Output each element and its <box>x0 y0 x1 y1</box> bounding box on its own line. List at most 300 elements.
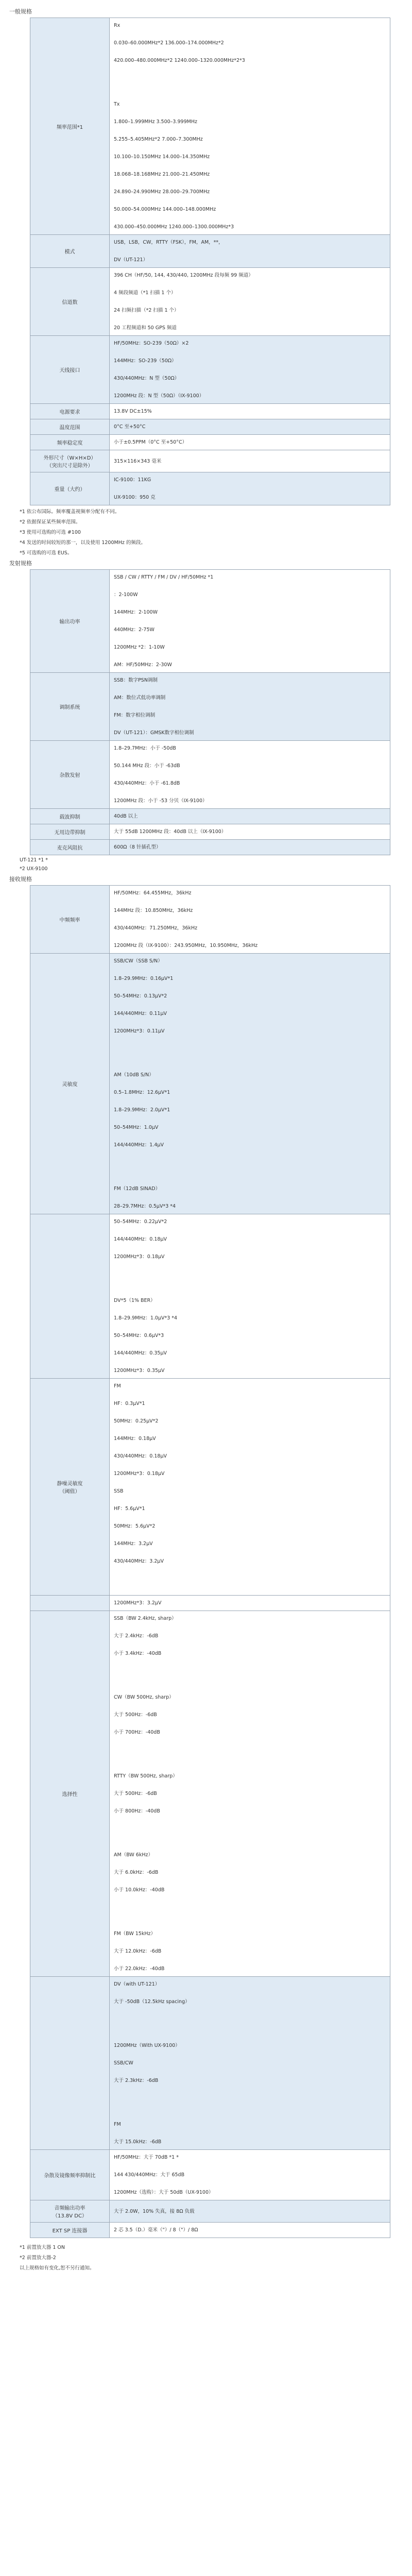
spec-line: 144MHz：0.18μV <box>114 1436 156 1442</box>
spec-line: 28–29.7MHz：0.5μV*3 *4 <box>114 1204 176 1209</box>
spec-line: UX-9100：950 克 <box>114 495 156 500</box>
general-spec-row <box>30 336 390 404</box>
spec-line: 144/440MHz：0.18μV <box>114 1236 167 1242</box>
spec-line <box>114 1244 386 1252</box>
spec-line <box>114 2103 386 2111</box>
spec-line: 315×116×343 毫米 <box>114 458 162 464</box>
spec-line: 大于 2.4kHz：-6dB <box>114 1633 159 1639</box>
spec-line: 50MHz：0.25μV*2 <box>114 1418 159 1424</box>
transmitter-spec-table <box>30 569 390 855</box>
spec-line <box>114 2024 386 2032</box>
spec-line <box>114 1426 386 1434</box>
general-spec-row-value <box>110 336 390 404</box>
spec-line <box>114 1531 386 1539</box>
rx-spec-row <box>30 954 390 1214</box>
spec-line: 50–54MHz：0.6μV*3 <box>114 1333 164 1338</box>
general-spec-row <box>30 419 390 435</box>
spec-line: 1200MHz*3：0.11μV <box>114 1028 165 1034</box>
spec-line: 440MHz：2-75W <box>114 627 154 633</box>
spec-line <box>114 1513 386 1522</box>
rx-spec-row <box>30 1977 390 2150</box>
spec-line <box>114 788 386 796</box>
spec-line <box>114 1193 386 1202</box>
spec-line: 18.068–18.168MHz 21.000–21.450MHz <box>114 172 210 177</box>
spec-line: HF：0.3μV*1 <box>114 1401 145 1406</box>
general-spec-row-value <box>110 268 390 336</box>
spec-line: 50–54MHz：0.22μV*2 <box>114 1219 167 1225</box>
tx-spec-row-label: 载波抑制 <box>30 809 110 824</box>
rx-spec-row <box>30 1214 390 1379</box>
spec-line: 50–54MHz：0.13μV*2 <box>114 993 167 999</box>
spec-line: 1200MHz 段（IX-9100）：243.950MHz，10.950MHz，36kHz <box>114 943 258 948</box>
spec-line: 小于 10.0kHz：-40dB <box>114 1887 165 1893</box>
spec-line <box>114 1443 386 1452</box>
spec-line <box>114 1658 386 1667</box>
spec-line: 大于 -50dB（12.5kHz spacing） <box>114 1999 190 2005</box>
general-spec-row-label: 模式 <box>30 235 110 268</box>
rx-spec-row-label: 音频输出功率 （13.8V DC） <box>30 2200 110 2223</box>
rx-spec-row-value <box>110 1214 390 1379</box>
general-spec-row-label: 信道数 <box>30 268 110 336</box>
spec-line <box>114 348 386 357</box>
spec-line: SSB/CW（SSB S/N） <box>114 958 163 964</box>
general-spec-row-label: 天线接口 <box>30 336 110 404</box>
rx-spec-row-label <box>30 1214 110 1379</box>
spec-line: HF/50MHz：大于 70dB *1 * <box>114 2155 179 2160</box>
spec-line: AM（BW 6kHz） <box>114 1852 153 1858</box>
spec-line: DV（with UT-121） <box>114 1981 160 1987</box>
spec-line: CW（BW 500Hz, sharp） <box>114 1694 174 1700</box>
spec-line: 50.000–54.000MHz 144.000–148.000MHz <box>114 207 216 212</box>
spec-line: IC-9100：11KG <box>114 477 151 483</box>
spec-line: 1200MHz（选购）：大于 50dB（UX-9100） <box>114 2190 214 2195</box>
spec-line <box>114 1675 386 1684</box>
spec-line: Tx <box>114 101 120 107</box>
spec-line: 小于 22.0kHz：-40dB <box>114 1966 165 1972</box>
spec-line: 24 扫频扫描（*2 扫描 1 个） <box>114 308 179 313</box>
rx-spec-row-label: 静噪灵敏度 （阈值） <box>30 1379 110 1596</box>
spec-line <box>114 1763 386 1772</box>
spec-line: 2 芯 3.5（D.）毫米（"）/ 8（"）/ 8Ω <box>114 2227 198 2233</box>
general-spec-row <box>30 235 390 268</box>
spec-line: 1200MHz 段：N 型（50Ω）（IX-9100） <box>114 393 204 399</box>
spec-line: 144MHz：3.2μV <box>114 1541 153 1547</box>
spec-line: 144MHz：SO-239（50Ω） <box>114 358 177 364</box>
spec-line <box>114 1798 386 1807</box>
rx-spec-row <box>30 2223 390 2238</box>
rx-spec-row-label: EXT SP 连接器 <box>30 2223 110 2238</box>
spec-line: 0°C 至+50°C <box>114 424 146 430</box>
spec-line: 430/440MHz：71.250MHz，36kHz <box>114 925 198 931</box>
spec-line <box>114 1053 386 1062</box>
spec-line <box>114 2094 386 2103</box>
spec-line <box>114 599 386 608</box>
footnote: *1 依公布国际。频率覆盖视频率分配有不同。 <box>20 509 120 515</box>
spec-line: 大于 15.0kHz：-6dB <box>114 2139 162 2145</box>
spec-line <box>114 1912 386 1921</box>
spec-line <box>114 1149 386 1158</box>
spec-line: 420.000–480.000MHz*2 1240.000–1320.000MHz*2*3 <box>114 58 245 63</box>
spec-line <box>114 1044 386 1053</box>
spec-line: 430/440MHz：N 型（50Ω） <box>114 376 180 381</box>
spec-line <box>114 1114 386 1123</box>
spec-line: 20 工程频道和 50 GPS 频道 <box>114 325 177 331</box>
general-spec-row-value <box>110 435 390 450</box>
spec-line <box>114 30 386 39</box>
spec-line <box>114 652 386 660</box>
spec-line: 50MHz：5.6μV*2 <box>114 1523 156 1529</box>
rx-spec-row-value <box>110 954 390 1214</box>
spec-line <box>114 1226 386 1235</box>
spec-line <box>114 1684 386 1693</box>
tx-spec-row-label: 麦克风阻抗 <box>30 840 110 855</box>
rx-spec-row-value <box>110 1596 390 1611</box>
spec-line <box>114 365 386 374</box>
spec-line <box>114 702 386 711</box>
section-title-receiver: 接收规格 <box>9 876 32 883</box>
spec-line: AM：数位式低功率调制 <box>114 695 166 701</box>
spec-line: Rx <box>114 23 121 28</box>
general-spec-row-value <box>110 404 390 419</box>
spec-line <box>114 1737 386 1745</box>
general-spec-row <box>30 435 390 450</box>
spec-line: DV（UT-121）：GMSK数字相位调制 <box>114 730 194 736</box>
spec-line <box>114 1279 386 1287</box>
spec-line <box>114 1719 386 1728</box>
spec-line: 144MHz：2-100W <box>114 609 158 615</box>
spec-line: 430/440MHz：3.2μV <box>114 1558 164 1564</box>
spec-line <box>114 1097 386 1106</box>
spec-line: 1200MHz*3：0.35μV <box>114 1368 165 1374</box>
spec-line: 小于±0.5PPM（0°C 至+50°C） <box>114 439 187 445</box>
spec-line: 大于 500Hz：-6dB <box>114 1712 157 1718</box>
footnote: *2 前置放大器-2 <box>20 2255 56 2261</box>
spec-line: SSB <box>114 1488 124 1494</box>
spec-line: FM <box>114 1383 121 1389</box>
general-spec-row <box>30 18 390 235</box>
general-spec-row-label: 频率稳定度 <box>30 435 110 450</box>
spec-line: SSB / CW / RTTY / FM / DV / HF/50MHz *1 <box>114 574 214 580</box>
tx-spec-row-value <box>110 570 390 673</box>
spec-line: FM（BW 15kHz） <box>114 1931 156 1937</box>
general-spec-row <box>30 268 390 336</box>
rx-spec-row <box>30 2150 390 2200</box>
spec-line: 430.000–450.000MHz 1240.000–1300.000MHz*3 <box>114 224 234 230</box>
tx-spec-row-value <box>110 840 390 855</box>
spec-line <box>114 582 386 590</box>
spec-line <box>114 965 386 974</box>
spec-line <box>114 161 386 170</box>
spec-line <box>114 1001 386 1009</box>
rx-spec-row <box>30 1379 390 1596</box>
spec-line: HF：5.6μV*1 <box>114 1506 145 1512</box>
spec-line <box>114 1574 386 1583</box>
spec-line <box>114 1461 386 1469</box>
tx-spec-row-label: 无用边带抑制 <box>30 824 110 840</box>
rx-spec-row-label <box>30 1977 110 2150</box>
spec-line <box>114 126 386 135</box>
general-spec-row-value <box>110 18 390 235</box>
spec-line: FM（12dB SINAD） <box>114 1186 161 1192</box>
rx-spec-row <box>30 2200 390 2223</box>
spec-line: 1200MHz *2：1-10W <box>114 645 165 650</box>
general-spec-row-label: 外形尺寸（W×H×D） （突出尺寸是除外） <box>30 450 110 472</box>
general-spec-row-label: 频率范围*1 <box>30 18 110 235</box>
spec-line <box>114 2006 386 2015</box>
spec-line: 144/440MHz：0.35μV <box>114 1350 167 1356</box>
spec-line: 1200MHz*3：3.2μV <box>114 1600 162 1606</box>
rx-spec-row <box>30 1596 390 1611</box>
footnote: *2 UX-9100 <box>20 866 48 872</box>
spec-line <box>114 383 386 392</box>
spec-line <box>114 1877 386 1886</box>
rx-spec-row-label <box>30 1596 110 1611</box>
spec-line <box>114 1132 386 1141</box>
spec-line: 10.100–10.150MHz 14.000–14.350MHz <box>114 154 210 160</box>
tx-spec-row <box>30 824 390 840</box>
spec-line: HF/50MHz：64.455MHz，36kHz <box>114 890 192 896</box>
spec-line <box>114 685 386 693</box>
footnote: 以上规格如有变化,恕不另行通知。 <box>20 2265 95 2271</box>
spec-line <box>114 1938 386 1947</box>
spec-line: ：2-100W <box>114 592 138 598</box>
spec-line: 1.8–29.7MHz：小于 -50dB <box>114 745 176 751</box>
spec-line: DV*5（1% BER） <box>114 1298 156 1303</box>
spec-line: 1200MHz*3：0.18μV <box>114 1471 165 1477</box>
spec-line <box>114 179 386 188</box>
spec-line <box>114 1921 386 1929</box>
spec-line <box>114 47 386 56</box>
spec-line <box>114 1496 386 1504</box>
rx-spec-row-value <box>110 886 390 954</box>
spec-line <box>114 1894 386 1903</box>
spec-line <box>114 1176 386 1184</box>
spec-line: 1200MHz（With UX-9100） <box>114 2043 180 2048</box>
spec-line: SSB/CW <box>114 2060 133 2066</box>
tx-spec-row <box>30 673 390 741</box>
tx-spec-row-value <box>110 673 390 741</box>
tx-spec-row-label: 杂散发射 <box>30 741 110 809</box>
general-notes <box>9 507 405 556</box>
spec-line <box>114 770 386 779</box>
spec-line: 1.8–29.9MHz：1.0μV*3 *4 <box>114 1315 178 1321</box>
spec-line <box>114 74 386 82</box>
spec-line: 大于 12.0kHz：-6dB <box>114 1948 162 1954</box>
spec-line <box>114 1833 386 1842</box>
spec-line <box>114 1903 386 1912</box>
spec-line: SSB：数字PSN调制 <box>114 677 158 683</box>
spec-line <box>114 1667 386 1675</box>
spec-line: 50.144 MHz 段：小于 -63dB <box>114 763 180 769</box>
spec-line <box>114 2015 386 2024</box>
spec-line <box>114 144 386 152</box>
spec-line <box>114 617 386 625</box>
tx-spec-row-label: 输出功率 <box>30 570 110 673</box>
spec-line <box>114 1478 386 1487</box>
rx-spec-row <box>30 1611 390 1977</box>
spec-line <box>114 109 386 117</box>
rx-spec-row-value <box>110 1379 390 1596</box>
spec-line: 24.890–24.990MHz 28.000–29.700MHz <box>114 189 210 195</box>
general-spec-row-label: 温度范围 <box>30 419 110 435</box>
spec-line <box>114 2111 386 2120</box>
spec-line <box>114 1287 386 1296</box>
general-spec-row-value <box>110 450 390 472</box>
spec-line <box>114 720 386 728</box>
spec-line: FM：数字相位调制 <box>114 713 156 718</box>
spec-line <box>114 1623 386 1632</box>
spec-line <box>114 247 386 256</box>
spec-line <box>114 1323 386 1331</box>
transmitter-notes <box>9 857 405 872</box>
spec-line: 1200MHz*3：0.18μV <box>114 1254 165 1260</box>
spec-line: 600Ω（8 针插孔型） <box>114 844 161 850</box>
spec-line <box>114 1036 386 1044</box>
rx-spec-row-label: 选择性 <box>30 1611 110 1977</box>
general-spec-row-value <box>110 472 390 505</box>
spec-line: 40dB 以上 <box>114 814 138 819</box>
spec-line <box>114 82 386 91</box>
spec-line <box>114 634 386 643</box>
general-spec-row-label: 重量（大约） <box>30 472 110 505</box>
spec-line <box>114 484 386 493</box>
spec-line: 大于 500Hz：-6dB <box>114 1791 157 1797</box>
rx-spec-row <box>30 886 390 954</box>
spec-line <box>114 1583 386 1592</box>
spec-line: 大于 6.0kHz：-6dB <box>114 1870 159 1875</box>
footnote: *4 发送的时间较短的那一，以及使用 1200MHz 的频段。 <box>20 540 146 546</box>
spec-line: 430/440MHz：小于 -61.8dB <box>114 781 180 786</box>
general-spec-table <box>30 18 390 505</box>
footnote: *1 前置放大器 1 ON <box>20 2245 65 2250</box>
spec-line <box>114 753 386 761</box>
spec-line: 1.8–29.9MHz：0.16μV*1 <box>114 976 174 981</box>
rx-spec-row-label: 杂散及镜像频率抑制比 <box>30 2150 110 2200</box>
tx-spec-row <box>30 570 390 673</box>
spec-line <box>114 1816 386 1824</box>
spec-line: 1200MHz 段：小于 -53 分贝（IX-9100） <box>114 798 208 804</box>
general-spec-row <box>30 404 390 419</box>
spec-line <box>114 1305 386 1314</box>
spec-line <box>114 1842 386 1851</box>
spec-line <box>114 2067 386 2076</box>
spec-line: RTTY（BW 500Hz, sharp） <box>114 1773 178 1779</box>
spec-line <box>114 1956 386 1964</box>
spec-line <box>114 1859 386 1868</box>
tx-spec-row-value <box>110 824 390 840</box>
spec-line <box>114 91 386 100</box>
general-spec-row-value <box>110 419 390 435</box>
spec-line <box>114 897 386 906</box>
spec-line: 0.5–1.8MHz：12.6μV*1 <box>114 1090 170 1095</box>
rx-spec-row-label: 中频频率 <box>30 886 110 954</box>
tx-spec-row <box>30 840 390 855</box>
spec-line <box>114 2162 386 2171</box>
general-spec-row-value <box>110 235 390 268</box>
spec-line <box>114 1989 386 1997</box>
spec-line: 144 430/440MHz：大于 65dB <box>114 2172 185 2178</box>
spec-line <box>114 2032 386 2041</box>
spec-line: 大于 2.0W，10% 失真，接 8Ω 负载 <box>114 2208 195 2214</box>
tx-spec-row-value <box>110 741 390 809</box>
spec-line <box>114 1270 386 1279</box>
spec-line <box>114 214 386 223</box>
spec-line <box>114 1781 386 1789</box>
general-spec-row <box>30 450 390 472</box>
spec-line <box>114 1340 386 1349</box>
section-title-transmitter: 发射规格 <box>9 560 32 567</box>
spec-line <box>114 297 386 306</box>
spec-line <box>114 1702 386 1710</box>
spec-line: 小于 800Hz：-40dB <box>114 1808 160 1814</box>
spec-line: DV（UT-121） <box>114 257 148 263</box>
general-spec-row-label: 电源要求 <box>30 404 110 419</box>
spec-line: FM <box>114 2122 121 2127</box>
spec-line <box>114 1548 386 1557</box>
spec-line <box>114 1158 386 1167</box>
spec-line <box>114 1566 386 1574</box>
footnote: *3 使用可选购的可选 #100 <box>20 530 81 535</box>
spec-line <box>114 2129 386 2138</box>
spec-line: 1.800–1.999MHz 3.500–3.999MHz <box>114 119 197 125</box>
tx-spec-row <box>30 741 390 809</box>
tx-spec-row-label: 调制系统 <box>30 673 110 741</box>
spec-line <box>114 65 386 74</box>
receiver-spec-table <box>30 885 390 2238</box>
spec-line: AM：HF/50MHz：2-30W <box>114 662 172 668</box>
spec-line <box>114 983 386 992</box>
spec-line <box>114 1745 386 1754</box>
spec-line <box>114 1079 386 1088</box>
spec-line: 13.8V DC±15% <box>114 409 152 414</box>
spec-line <box>114 315 386 324</box>
spec-line <box>114 2179 386 2188</box>
spec-line <box>114 915 386 924</box>
spec-line <box>114 2085 386 2094</box>
spec-line: 396 CH（HF/50, 144, 430/440, 1200MHz 段每频 99 频道） <box>114 273 253 278</box>
spec-line <box>114 196 386 205</box>
spec-line <box>114 1391 386 1399</box>
spec-line <box>114 1167 386 1176</box>
spec-line <box>114 1018 386 1027</box>
section-title-general: 一般规格 <box>9 8 32 15</box>
rx-spec-row-value <box>110 2200 390 2223</box>
footnote: *2 依据保证某些频率范围。 <box>20 519 81 525</box>
spec-line: 4 频段频道（*1 扫描 1 个） <box>114 290 176 296</box>
spec-line: HF/50MHz：SO-239（50Ω）×2 <box>114 341 189 346</box>
spec-line <box>114 2050 386 2059</box>
rx-spec-row-value <box>110 2223 390 2238</box>
spec-line: 1.8–29.9MHz：2.0μV*1 <box>114 1107 170 1113</box>
spec-line: 小于 700Hz：-40dB <box>114 1730 160 1735</box>
spec-line: 144/440MHz：1.4μV <box>114 1142 164 1148</box>
spec-line <box>114 1358 386 1366</box>
spec-line: 430/440MHz：0.18μV <box>114 1453 167 1459</box>
spec-line: 50–54MHz：1.0μV <box>114 1125 159 1130</box>
spec-line: 小于 3.4kHz：-40dB <box>114 1651 162 1656</box>
receiver-notes <box>9 2243 405 2271</box>
spec-line: AM（10dB S/N） <box>114 1072 154 1078</box>
tx-spec-row <box>30 809 390 824</box>
spec-line <box>114 933 386 941</box>
rx-spec-row-value <box>110 1977 390 2150</box>
spec-line: 5.255–5.405MHz*2 7.000–7.300MHz <box>114 137 203 142</box>
footnote: *5 可选购的可选 EUS。 <box>20 550 73 556</box>
rx-spec-row-value <box>110 2150 390 2200</box>
spec-line: 大于 2.3kHz：-6dB <box>114 2078 159 2083</box>
tx-spec-row-value <box>110 809 390 824</box>
spec-line <box>114 280 386 289</box>
